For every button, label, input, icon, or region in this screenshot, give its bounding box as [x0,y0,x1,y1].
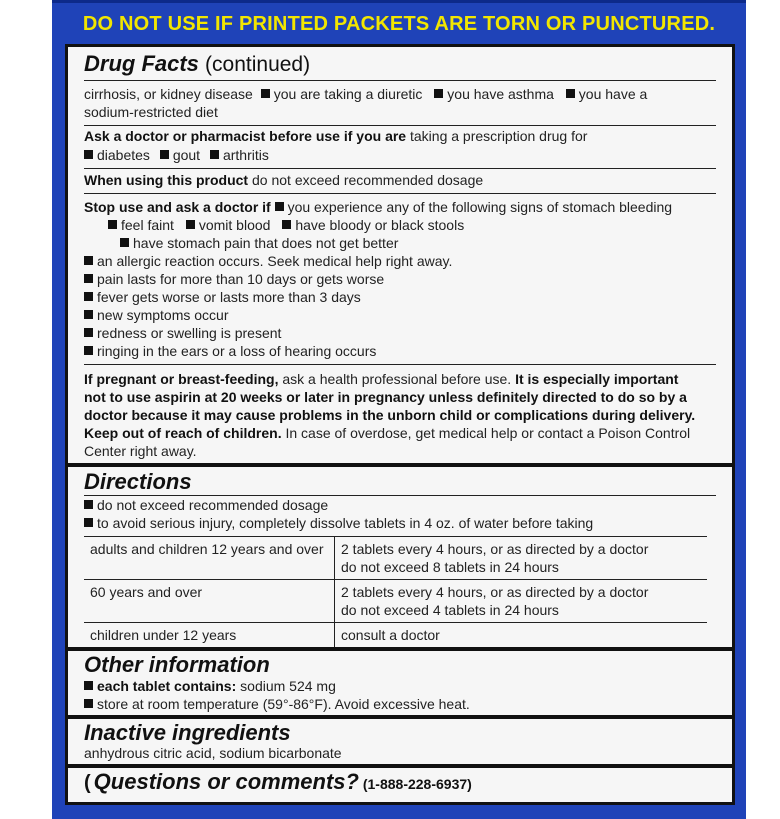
stop-use-item [84,306,228,324]
bullet-icon [84,346,93,355]
dosage-age: 60 years and over [84,580,335,623]
directions-item [84,514,593,532]
bullet-icon [108,220,117,229]
directions-title: Directions [84,469,192,494]
bullet-icon [84,500,93,509]
bullet-icon [84,518,93,527]
pregnant-line-1 [84,370,678,388]
continued-text-2: sodium-restricted diet [84,104,218,120]
other-info-text: store at room temperature (59°-86°F). Avoid excessive heat. [97,696,470,712]
pregnant-warning-3: doctor because it may cause problems in the unborn child or complications during delivery. [84,407,696,423]
bullet-icon [84,256,93,265]
dosage-instructions [335,537,708,580]
stop-use-subitem: vomit blood [198,217,271,233]
other-info-item [84,695,470,713]
ask-doctor-text: taking a prescription drug for [410,128,588,144]
dosage-table [84,536,707,648]
stop-use-subitems-2 [120,234,398,252]
stop-use-subitem: have stomach pain that does not get better [133,235,399,251]
pregnant-heading: If pregnant or breast-feeding, [84,371,279,387]
divider [84,364,716,365]
bullet-icon [566,89,575,98]
continued-label: (continued) [205,53,311,76]
other-info-value: sodium 524 mg [240,678,336,694]
bullet-icon [84,274,93,283]
phone-number[interactable]: (1-888-228-6937) [362,776,472,792]
bullet-icon [160,150,169,159]
pregnant-warning: It is especially important [515,371,679,387]
bullet-icon [84,310,93,319]
dosage-line: 2 tablets every 4 hours, or as directed by a doctor [341,584,649,600]
bullet-icon [84,699,93,708]
ask-doctor-section [84,127,587,145]
stop-use-first: you experience any of the following signs of stomach bleeding [287,199,673,215]
divider [84,80,716,81]
continued-warnings [84,85,647,103]
inactive-title: Inactive ingredients [84,720,291,745]
table-row [84,580,707,623]
ask-doctor-item: arthritis [222,147,269,163]
stop-use-item [84,324,281,342]
pregnant-warning-2: not to use aspirin at 20 weeks or later in pregnancy unless definitely directed to do so by a [84,389,687,405]
stop-use-item [84,288,361,306]
stop-use-subitem: have bloody or black stools [295,217,465,233]
bullet-icon [84,328,93,337]
other-info-title: Other information [84,652,270,677]
keep-out-heading: Keep out of reach of children. [84,425,282,441]
continued-item: you have a [578,86,648,102]
other-info-item [84,677,336,695]
drug-facts-heading: Drug Facts [84,51,199,76]
dosage-instructions [335,580,708,623]
stop-use-item [84,342,376,360]
bullet-icon [261,89,270,98]
stop-use-item-text: pain lasts for more than 10 days or gets worse [97,271,385,287]
table-row [84,537,707,580]
keep-out-line-2: Center right away. [84,443,197,459]
stop-use-section [84,198,672,216]
questions-label: Questions or comments? [93,769,359,794]
bullet-icon [282,220,291,229]
bullet-icon [275,202,284,211]
directions-item-text: to avoid serious injury, completely dissolve tablets in 4 oz. of water before taking [97,515,594,531]
continued-item: you are taking a diuretic [273,86,423,102]
stop-use-item-text: redness or swelling is present [97,325,282,341]
table-row [84,623,707,648]
section-divider [68,647,732,651]
divider [84,168,716,169]
directions-item-text: do not exceed recommended dosage [97,497,329,513]
stop-use-item-text: fever gets worse or lasts more than 3 days [97,289,361,305]
bullet-icon [84,150,93,159]
stop-use-subitems [108,216,464,234]
ask-doctor-item: gout [172,147,201,163]
dosage-line: 2 tablets every 4 hours, or as directed by a doctor [341,541,649,557]
bullet-icon [120,238,129,247]
dosage-line: do not exceed 8 tablets in 24 hours [341,559,559,575]
keep-out-text: In case of overdose, get medical help or contact a Poison Control [285,425,691,441]
warning-banner: DO NOT USE IF PRINTED PACKETS ARE TORN OR PUNCTURED. [82,13,716,35]
stop-use-item-text: ringing in the ears or a loss of hearing occurs [97,343,377,359]
divider [84,193,716,194]
when-using-section [84,171,483,189]
when-using-text: do not exceed recommended dosage [252,172,484,188]
section-divider [68,764,732,768]
stop-use-item [84,252,452,270]
ask-doctor-items [84,146,269,164]
dosage-age: adults and children 12 years and over [84,537,335,580]
ask-doctor-heading: Ask a doctor or pharmacist before use if you are [84,128,407,144]
bullet-icon [434,89,443,98]
section-divider [68,463,732,467]
section-divider [68,715,732,719]
inactive-text: anhydrous citric acid, sodium bicarbonate [84,745,342,761]
stop-use-heading: Stop use and ask a doctor if [84,199,271,215]
pregnant-line-2 [84,388,687,406]
ask-doctor-item: diabetes [97,147,150,163]
when-using-heading: When using this product [84,172,249,188]
pregnant-line-3 [84,406,695,424]
other-info-label: each tablet contains: [97,678,237,694]
stop-use-item-text: an allergic reaction occurs. Seek medical help right away. [97,253,453,269]
stop-use-item-text: new symptoms occur [97,307,229,323]
dosage-line: do not exceed 4 tablets in 24 hours [341,602,559,618]
bullet-icon [186,220,195,229]
bullet-icon [210,150,219,159]
drug-facts-title [84,51,310,77]
keep-out-line [84,424,690,442]
continued-text: cirrhosis, or kidney disease [84,86,253,102]
directions-item [84,496,328,514]
stop-use-item [84,270,384,288]
stop-use-subitem: feel faint [121,217,174,233]
questions-line [84,769,472,797]
phone-icon: ( [84,772,91,794]
bullet-icon [84,681,93,690]
dosage-instructions: consult a doctor [335,623,708,648]
package-back [52,0,746,819]
drug-facts-panel [65,44,735,805]
pregnant-text: ask a health professional before use. [282,371,512,387]
dosage-age: children under 12 years [84,623,335,648]
continued-item: you have asthma [447,86,554,102]
bullet-icon [84,292,93,301]
divider [84,125,716,126]
